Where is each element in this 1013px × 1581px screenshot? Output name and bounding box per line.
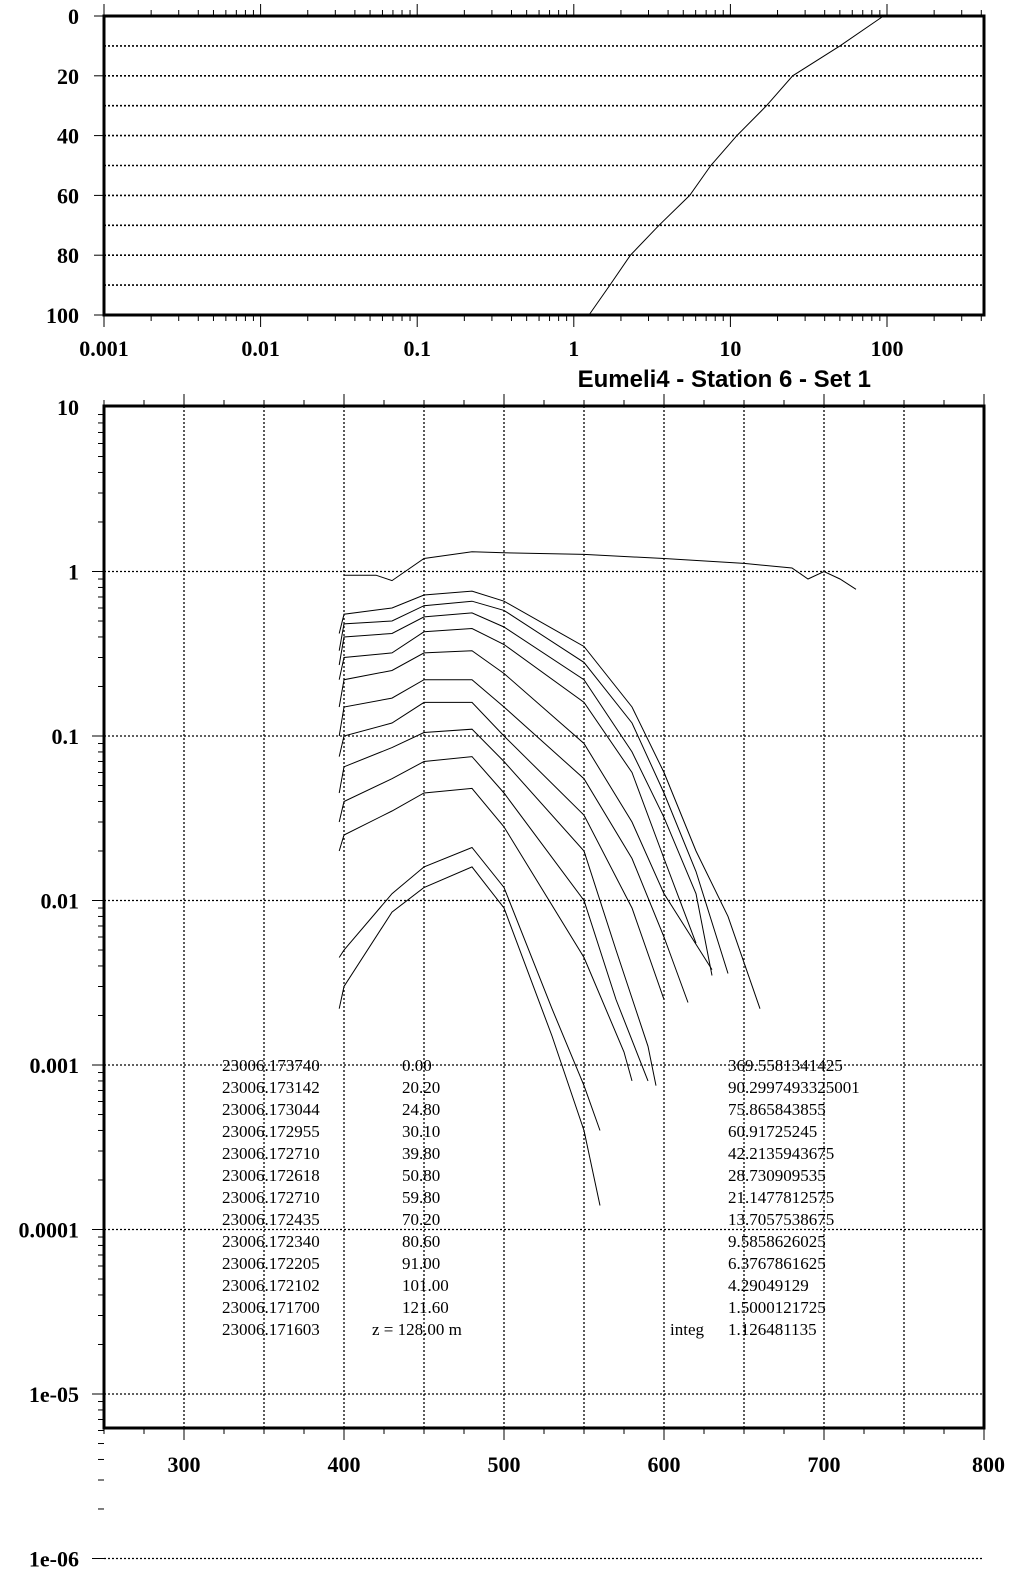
top-x-tick-label: 0.001 [79,336,129,361]
top-grid [104,46,984,285]
top-x-tick-label: 100 [870,336,904,361]
legend-integ-label: integ [670,1320,704,1339]
legend-value: 60.91725245 [728,1122,818,1141]
legend-value: 369.5581341425 [728,1056,843,1075]
top-y-tick-labels [46,4,79,328]
legend-value: 28.730909535 [728,1166,826,1185]
legend-depth: 70.20 [402,1210,441,1229]
main-y-tick-label: 1 [68,559,79,585]
legend-value: 90.2997493325001 [728,1078,860,1097]
legend-value: 1.5000121725 [728,1298,826,1317]
legend-depth: 0.00 [402,1056,432,1075]
main-x-tick-label: 600 [647,1452,681,1477]
top-x-tick-label: 0.01 [241,336,280,361]
main-y-tick-label: 1e-05 [28,1382,79,1407]
main-series-line [339,629,696,944]
main-y-tick-label: 0.0001 [18,1217,79,1243]
legend-table [222,1056,860,1339]
legend-id: 23006.172340 [222,1232,320,1251]
main-series-line [339,651,712,970]
main-ticks [92,394,984,1559]
main-x-tick-labels [168,1452,1006,1477]
legend-depth: z = 128.00 m [372,1320,462,1339]
legend-id: 23006.172102 [222,1276,320,1295]
main-x-tick-label: 400 [327,1452,361,1477]
legend-id: 23006.171700 [222,1298,320,1317]
main-y-tick-labels [19,395,80,1572]
top-x-tick-labels [79,336,903,361]
top-y-tick-label: 0 [68,4,79,29]
main-plot-frame [104,406,984,1428]
legend-id: 23006.173142 [222,1078,320,1097]
main-series-line [344,552,856,590]
main-series-line [339,757,648,1081]
legend-depth: 30.10 [402,1122,441,1141]
legend-depth: 39.80 [402,1144,441,1163]
legend-depth: 20.20 [402,1078,441,1097]
chart-title: Eumeli4 - Station 6 - Set 1 [577,366,871,393]
legend-value: 9.5858626025 [728,1232,826,1251]
top-y-tick-label: 40 [57,123,79,149]
top-y-tick-label: 60 [57,183,79,209]
main-y-tick-label: 1e-06 [28,1546,79,1572]
main-series-line [339,867,600,1206]
legend-id: 23006.172710 [222,1144,320,1163]
top-x-tick-label: 1 [568,336,580,361]
depth-profile-chart [46,4,984,361]
main-x-tick-label: 500 [487,1452,521,1477]
legend-id: 23006.172710 [222,1188,320,1207]
legend-value: 6.3767861625 [728,1254,826,1273]
legend-depth: 121.60 [402,1298,449,1317]
top-x-tick-label: 10 [719,336,742,361]
top-y-tick-label: 80 [57,243,79,269]
legend-depth: 24.80 [402,1100,441,1119]
main-y-tick-label: 0.1 [51,724,79,749]
legend-value: 42.2135943675 [728,1144,835,1163]
legend-value: 1.126481135 [728,1320,817,1339]
main-y-tick-label: 0.001 [29,1053,79,1078]
spectra-chart [19,394,1006,1572]
main-x-tick-label: 300 [167,1452,201,1477]
legend-id: 23006.173044 [222,1100,320,1119]
main-series-line [339,848,600,1131]
top-y-tick-label: 20 [57,63,79,89]
main-x-tick-label: 800 [972,1452,1005,1477]
legend-id: 23006.172435 [222,1210,320,1229]
legend-id: 23006.172955 [222,1122,320,1141]
legend-value: 4.29049129 [728,1276,809,1295]
main-series-line [339,680,688,1003]
main-y-tick-label: 0.01 [40,888,79,914]
legend-id: 23006.173740 [222,1056,320,1075]
legend-depth: 59.80 [402,1188,441,1207]
main-y-tick-label: 10 [57,395,79,420]
legend-value: 13.7057538675 [728,1210,835,1229]
legend-value: 21.1477812575 [728,1188,835,1207]
legend-id: 23006.171603 [222,1320,320,1339]
main-series-line [339,788,632,1081]
legend-depth: 91.00 [402,1254,441,1273]
legend-value: 75.865843855 [728,1100,826,1119]
main-grid [104,406,984,1559]
legend-depth: 80.60 [402,1232,441,1251]
legend-depth: 50.80 [402,1166,441,1185]
main-x-tick-label: 700 [807,1452,841,1477]
main-series-line [339,613,712,976]
top-x-tick-label: 0.1 [403,336,431,361]
top-y-tick-label: 100 [46,303,79,328]
legend-id: 23006.172205 [222,1254,320,1273]
legend-depth: 101.00 [402,1276,449,1295]
legend-id: 23006.172618 [222,1166,320,1185]
main-series-line [339,702,664,999]
